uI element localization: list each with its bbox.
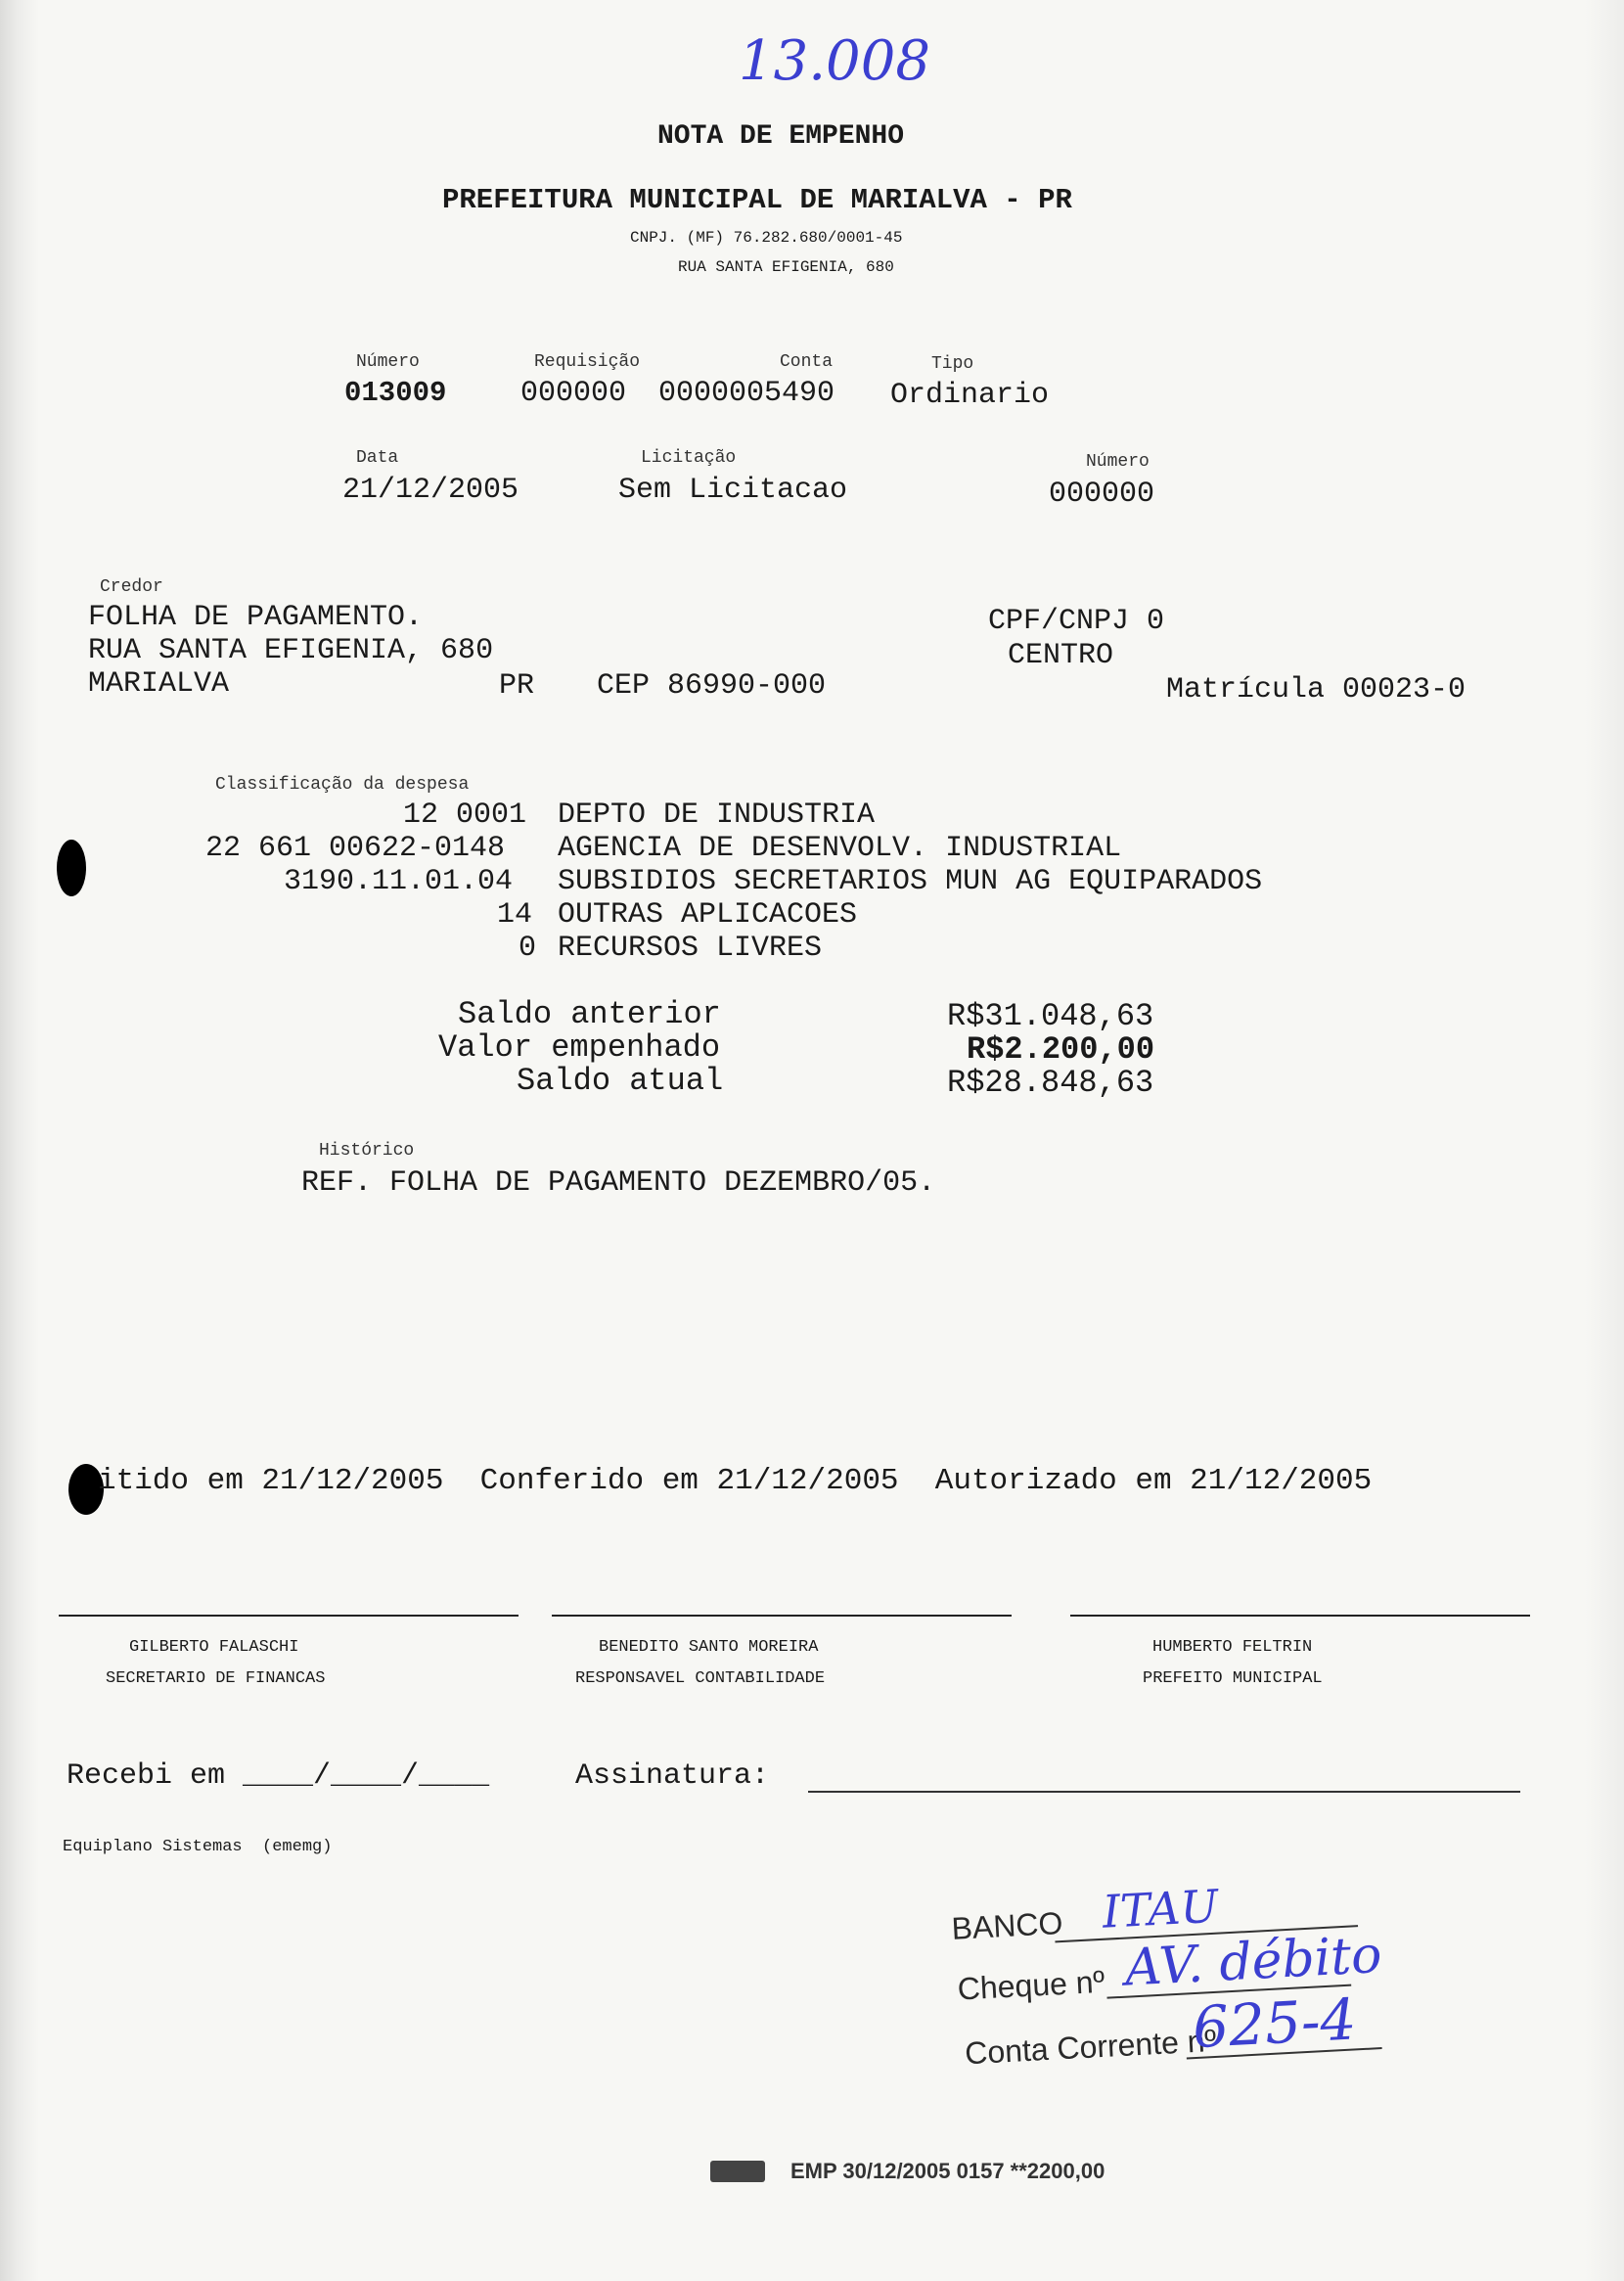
- signature-line-2: [552, 1615, 1012, 1617]
- signature-line-1: [59, 1615, 519, 1617]
- signature-2-role: RESPONSAVEL CONTABILIDADE: [575, 1669, 826, 1688]
- banco-label: BANCO: [950, 1904, 1064, 1946]
- credor-label: Credor: [100, 577, 163, 597]
- assinatura-label: Assinatura:: [575, 1759, 770, 1793]
- tipo-value: Ordinario: [890, 379, 1050, 412]
- class-code-3: 3190.11.01.04: [284, 865, 514, 898]
- dates-line: itido em 21/12/2005 Conferido em 21/12/2005 Autorizado em 21/12/2005: [98, 1464, 1373, 1498]
- recebi-em: Recebi em ____/____/____: [67, 1759, 490, 1793]
- class-code-1: 12 0001: [403, 798, 527, 832]
- bank-stamp: [933, 1827, 1455, 2108]
- credor-city: MARIALVA: [88, 667, 230, 701]
- class-desc-2: AGENCIA DE DESENVOLV. INDUSTRIAL: [558, 832, 1122, 865]
- historico-label: Histórico: [319, 1141, 415, 1161]
- signature-2-name: BENEDITO SANTO MOREIRA: [599, 1638, 819, 1657]
- signature-line-3: [1070, 1615, 1530, 1617]
- assinatura-line: [808, 1791, 1520, 1793]
- doc-title: NOTA DE EMPENHO: [657, 121, 905, 152]
- bottom-stamp: EMP 30/12/2005 0157 **2200,00: [790, 2159, 1105, 2183]
- licitacao-value: Sem Licitacao: [618, 474, 848, 507]
- cheque-value: AV. débito: [1123, 1925, 1383, 1998]
- numero-label: Número: [356, 352, 420, 372]
- saldo-atual-value: R$28.848,63: [947, 1065, 1154, 1101]
- class-desc-5: RECURSOS LIVRES: [558, 932, 823, 965]
- credor-cep: CEP 86990-000: [597, 669, 827, 703]
- class-desc-4: OUTRAS APLICACOES: [558, 898, 858, 932]
- banco-value: ITAU: [1101, 1879, 1220, 1939]
- valor-empenhado-label: Valor empenhado: [438, 1029, 721, 1066]
- class-desc-1: DEPTO DE INDUSTRIA: [558, 798, 876, 832]
- requisicao-label: Requisição: [534, 352, 641, 372]
- class-desc-3: SUBSIDIOS SECRETARIOS MUN AG EQUIPARADOS: [558, 865, 1263, 898]
- requisicao-value: 000000: [520, 377, 627, 410]
- software-credit: Equiplano Sistemas (ememg): [63, 1838, 333, 1856]
- conta-corrente-label: Conta Corrente nº: [964, 2022, 1218, 2072]
- data-value: 21/12/2005: [342, 474, 519, 507]
- tipo-label: Tipo: [931, 354, 974, 374]
- signature-1-name: GILBERTO FALASCHI: [129, 1638, 299, 1657]
- classificacao-label: Classificação da despesa: [215, 775, 470, 795]
- numero2-value: 000000: [1049, 478, 1155, 511]
- saldo-atual-label: Saldo atual: [517, 1063, 724, 1099]
- credor-state: PR: [499, 669, 535, 703]
- org-name: PREFEITURA MUNICIPAL DE MARIALVA - PR: [442, 184, 1072, 216]
- numero2-label: Número: [1086, 452, 1150, 472]
- conta-value: 0000005490: [658, 377, 835, 410]
- signature-3-name: HUMBERTO FELTRIN: [1152, 1638, 1313, 1657]
- licitacao-label: Licitação: [641, 448, 737, 468]
- credor-name: FOLHA DE PAGAMENTO.: [88, 601, 424, 634]
- credor-address: RUA SANTA EFIGENIA, 680: [88, 634, 494, 667]
- class-code-4: 14: [497, 898, 533, 932]
- conta-corrente-value: 625-4: [1191, 1985, 1359, 2062]
- credor-cpf-cnpj: CPF/CNPJ 0: [988, 605, 1165, 638]
- handwritten-number: 13.008: [739, 29, 930, 93]
- valor-empenhado-value: R$2.200,00: [967, 1031, 1155, 1068]
- credor-matricula: Matrícula 00023-0: [1166, 673, 1466, 707]
- punch-hole-mark: [57, 840, 86, 896]
- org-cnpj: CNPJ. (MF) 76.282.680/0001-45: [630, 229, 903, 247]
- signature-1-role: SECRETARIO DE FINANCAS: [106, 1669, 326, 1688]
- class-code-5: 0: [519, 932, 537, 965]
- numero-value: 013009: [344, 377, 447, 409]
- credor-bairro: CENTRO: [1008, 639, 1114, 672]
- saldo-anterior-label: Saldo anterior: [458, 996, 721, 1032]
- class-code-2: 22 661 00622-0148: [205, 832, 506, 865]
- bank-logo-stamp: [710, 2161, 765, 2182]
- cheque-label: Cheque nº: [956, 1963, 1106, 2007]
- data-label: Data: [356, 448, 399, 468]
- conta-label: Conta: [780, 352, 834, 372]
- saldo-anterior-value: R$31.048,63: [947, 998, 1154, 1034]
- signature-3-role: PREFEITO MUNICIPAL: [1143, 1669, 1323, 1688]
- org-address: RUA SANTA EFIGENIA, 680: [678, 258, 894, 276]
- historico-text: REF. FOLHA DE PAGAMENTO DEZEMBRO/05.: [301, 1166, 936, 1200]
